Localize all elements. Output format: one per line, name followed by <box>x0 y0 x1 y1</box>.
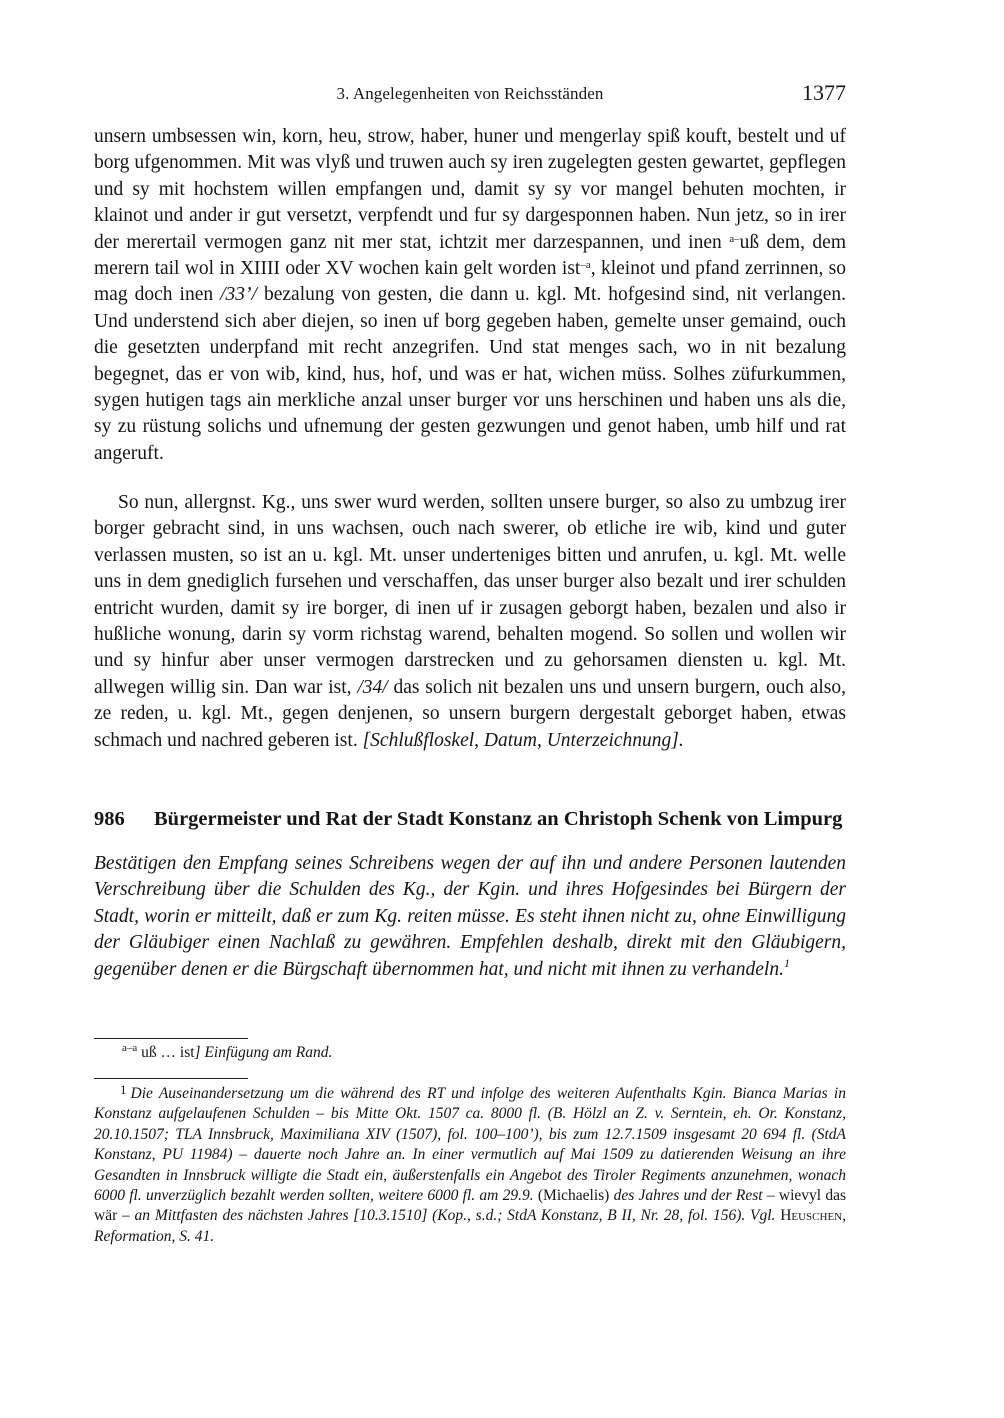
apparatus-marker-close: –a <box>580 259 591 272</box>
paragraph-2 <box>94 490 846 754</box>
apparatus-note <box>122 1043 332 1063</box>
regest <box>94 851 846 983</box>
footnote-author: Heuschen <box>780 1207 843 1225</box>
apparatus-text: ] Einfügung am Rand. <box>194 1044 333 1061</box>
folio-marker: /34/ <box>357 676 388 698</box>
paragraph-1 <box>94 124 846 467</box>
document-title: Bürgermeister und Rat der Stadt Konstanz an Christoph Schenk von Limpurg <box>154 808 843 830</box>
editorial-note: [Schlußfloskel, Datum, Unterzeichnung]. <box>362 729 684 751</box>
footnote-text: , Reformation, S. 41. <box>94 1207 846 1245</box>
document-number: 986 <box>94 808 125 830</box>
text-run: So nun, allergnst. Kg., uns swer wurd werden, sollten unsere burger, so also zu umbzug irer borger gebracht sind, in uns wachsen, ouch nach swerer, ob etliche ire wib, kind und guter verlassen musten, so ist an u. kgl. Mt. unser underteniges bitten und anrufen, u. kgl. Mt. welle uns in dem gnediglich fursehen und verschaffen, das unser burger also bezalt und irer schulden entricht wurden, damit sy ire borger, di inen uf ir zusagen geborgt haben, bezalen und also ir hußliche wonung, darin sy vorm richstag warend, behalten mogend. So sollen und wollen wir und sy hinfur aber unser vermogen darstrecken und zu gehorsamen diensten u. kgl. Mt. allwegen willig sin. Dan war ist, <box>94 492 846 698</box>
text-run: uß dem, dem merern tail wol in XIIII oder XV wochen kain gelt worden ist <box>94 231 847 280</box>
footnote-number: 1 <box>120 1082 127 1097</box>
text-run: , kleinot und pfand zerrinnen, so mag doch inen <box>94 258 847 306</box>
text-run: bezalung von gesten, die dann u. kgl. Mt. hofgesind sind, nit verlangen. Und understend sich aber diejen, so inen uf borg gegeben haben, gemelte unser gemaind, ouch die gesetzten underpfand mit recht anzegrifen. Und stat menges sach, wo in nit bezalung begegnet, das er von wib, kind, hus, hof, und was er hat, wichen müss. Solhes züfurkummen, sygen hutigen tags ain merkliche anzal unser burger vor uns herschinen und haben uns als die, sy zu rüstung solichs und ufnemung der gesten gezwungen und genot haben, umb hilf und rat angeruft. <box>94 284 846 464</box>
regest-text: Bestätigen den Empfang seines Schreibens wegen der auf ihn und andere Personen lautenden Verschreibung über die Schulden des Kg., der Kgin. und ihres Hofgesindes bei Bürgern der Stadt, worin er mitteilt, daß er zum Kg. reiten müsse. Es steht ihnen nicht zu, ohne Einwilligung der Gläubiger einen Nachlaß zu gewähren. Empfehlen deshalb, direkt mit den Gläubigern, gegenüber denen er die Bürgschaft übernommen hat, und nicht mit ihnen zu verhandeln. <box>94 853 846 980</box>
apparatus-divider <box>94 1038 248 1039</box>
apparatus-lemma: uß … ist <box>137 1044 195 1061</box>
footnote-text: – an Mittfasten des nächsten Jahres [10.3.1510] (Kop., s.d.; StdA Konstanz, B II, Nr. 28, fol. 156). Vgl. <box>117 1207 781 1225</box>
page-number: 1377 <box>802 80 846 105</box>
running-title: 3. Angelegenheiten von Reichsständen <box>336 84 604 103</box>
footnote-reference[interactable]: 1 <box>783 955 790 970</box>
document-heading <box>94 808 846 831</box>
apparatus-marker-open: a– <box>729 232 740 245</box>
footnote-text: des Jahres und der Rest – <box>609 1187 779 1205</box>
text-run: unsern umbsessen win, korn, heu, strow, haber, huner und mengerlay spiß kouft, bestelt und uf borg ufgenommen. Mit was vlyß und truwen auch sy iren zugelegten gesten gewartet, gepflegen und sy mit hochstem willen empfangen und, damit sy sy vor mangel behuten mochten, ir klainot und ander ir gut versetzt, verpfendt und fur sy dargesponnen haben. Nun jetz, so in irer der merertail vermogen ganz nit mer stat, ichtzit mer darzespannen, und inen <box>94 126 846 253</box>
apparatus-siglum: a–a <box>122 1042 138 1054</box>
footnote-divider <box>94 1078 248 1079</box>
folio-marker: /33’/ <box>220 284 257 306</box>
text-run: das solich nit bezalen uns und unsern burgern, ouch also, ze reden, u. kgl. Mt., gegen denjenen, so unsern burgern dergestalt geborget haben, etwas schmach und nachred geberen ist. <box>94 676 846 751</box>
running-head <box>94 80 846 110</box>
paragraph-1-text <box>94 124 846 467</box>
footnote-quote: wievyl das wär <box>94 1187 846 1225</box>
footnote-quote: (Michaelis) <box>537 1187 610 1205</box>
footnote-text: Die Auseinandersetzung um die während des RT und infolge des weiteren Aufenthalts Kgin. Bianca Marias in Konstanz aufgelaufenen Schulden – bis Mitte Okt. 1507 ca. 8000 fl. (B. Hölzl an Z. v. Serntein, eh. Or. Konstanz, 20.10.1507; TLA Innsbruck, Maximiliana XIV (1507), fol. 100–100’), bis zum 12.7.1509 insgesamt 20 694 fl. (StdA Konstanz, PU 11984) – dauerte noch Jahre an. In einer vermutlich auf Mai 1509 zu datierenden Weisung an ihre Gesandten in Innsbruck willigte die Stadt ein, äußerstenfalls ein Angebot des Tiroler Regiments anzunehmen, wonach 6000 fl. unverzüglich bezahlt werden sollten, weitere 6000 fl. am 29.9. <box>94 1085 846 1205</box>
paragraph-2-text <box>94 490 846 754</box>
footnote-1 <box>94 1084 846 1247</box>
